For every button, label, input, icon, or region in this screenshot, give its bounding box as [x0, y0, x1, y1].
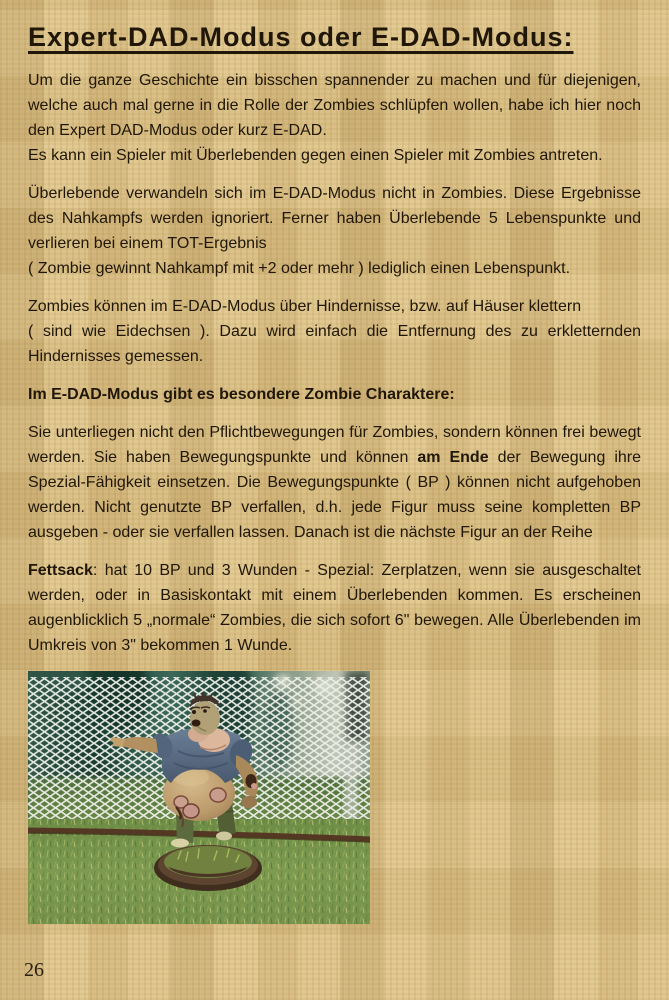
page-title: Expert-DAD-Modus oder E-DAD-Modus:: [28, 22, 574, 52]
climbing-paragraph: Zombies können im E-DAD-Modus über Hindernisse, bzw. auf Häuser klettern ( sind wie Eidechsen ). Dazu wird einfach die Entfernung des zu erkletternden Hindernisses gemessen.: [28, 298, 641, 365]
survivors-paragraph: Überlebende verwandeln sich im E-DAD-Modus nicht in Zombies. Diese Ergebnisse des Nahkampfs werden ignoriert. Ferner haben Überlebende 5 Lebenspunkte und verlieren bei einem TOT-Ergebnis ( Zombie gewinnt Nahkampf mit +2 oder mehr ) lediglich einen Lebenspunkt.: [28, 185, 641, 277]
movement-paragraph: Sie unterliegen nicht den Pflichtbewegungen für Zombies, sondern können frei bewegt werden. Sie haben Bewegungspunkte und können am Ende der Bewegung ihre Spezial-Fähigkeit einsetzen. Die Bewegungspunkte ( BP ) können nicht aufgehoben werden. Nicht genutzte BP verfallen, d.h. jede Figur muss seine kompletten BP ausgeben - oder sie verfallen lassen. Danach ist die nächste Figur an der Reihe: [28, 424, 642, 541]
fettsack-paragraph: Fettsack: hat 10 BP und 3 Wunden - Spezial: Zerplatzen, wenn sie ausgeschaltet werden, oder in Basiskontakt mit einem Überlebenden kommen. Es erscheinen augenblicklich 5 „normale“ Zombies, die sich sofort 6" bewegen. Alle Überlebenden im Umkreis von 3" bekommen 1 Wunde.: [28, 562, 641, 654]
fettsack-photo: [28, 671, 370, 924]
page-number: 26: [24, 959, 44, 981]
intro-paragraph: Um die ganze Geschichte ein bisschen spannender zu machen und für diejenigen, welche auch mal gerne in die Rolle der Zombies schlüpfen wollen, habe ich hier noch den Expert DAD-Modus oder kurz E-DAD. Es kann ein Spieler mit Überlebenden gegen einen Spieler mit Zombies antreten.: [28, 72, 641, 164]
body-text: [28, 68, 641, 658]
characters-subheading: Im E-DAD-Modus gibt es besondere Zombie Charaktere:: [28, 386, 455, 403]
